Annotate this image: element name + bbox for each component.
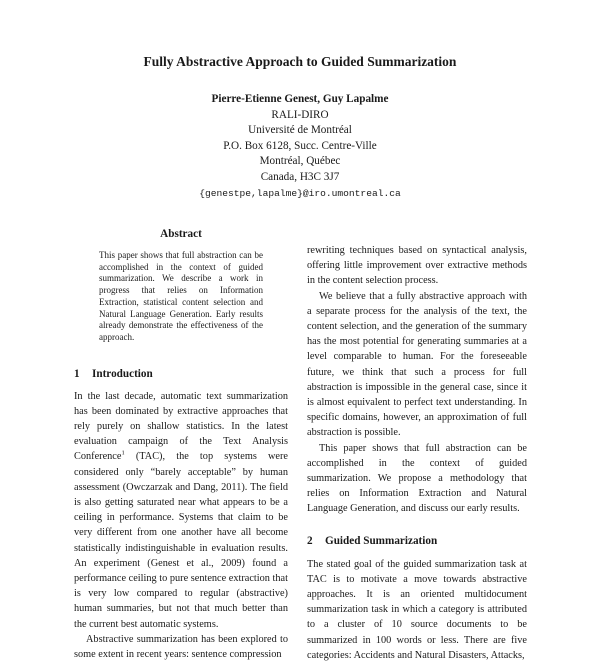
section-number: 1 bbox=[74, 367, 80, 380]
author-names: Pierre-Etienne Genest, Guy Lapalme bbox=[211, 93, 389, 105]
paragraph-text: (TAC), the top systems were considered only “barely acceptable” by human assessment (Owczarzak and Dang, 2011). The field is also getting saturated near what appears to be a ceiling in performance. Systems that claim to be very different from one another have all become statistically indistinguishable in evaluation results. An experiment (Genest et al., 2009) found a performance ceiling to pure sentence extraction that is very low compared to regular (abstractive) human summaries, but not that much better than the current best automatic systems. bbox=[74, 451, 288, 630]
body-paragraph: This paper shows that full abstraction can be accomplished in the context of guided summarization. We propose a methodology that relies on Information Extraction and Natural Language Generation, and discuss our early results. bbox=[307, 442, 527, 515]
section-number: 2 bbox=[307, 534, 313, 547]
affiliation-line: P.O. Box 6128, Succ. Centre-Ville bbox=[223, 139, 377, 152]
section-title: Guided Summarization bbox=[325, 534, 438, 547]
author-block bbox=[0, 92, 600, 201]
affiliation-line: Montréal, Québec bbox=[259, 155, 341, 168]
section-title: Introduction bbox=[92, 367, 153, 380]
abstract-heading: Abstract bbox=[160, 228, 202, 240]
body-paragraph: We believe that a fully abstractive approach with a separate process for the analysis of the text, the content selection, and the generation of the summary has the most potential for generating summaries at a level comparable to human. For the foreseeable future, we think that such a process for full abstraction is impossible in the general case, since it is almost equivalent to perfect text understanding. In specific domains, however, an approximation of full abstraction is possible. bbox=[307, 290, 527, 439]
body-paragraph: The stated goal of the guided summarization task at TAC is to motivate a move towards abstractive approaches. It is an oriented multidocument summarization task in which a category is attributed to a cluster of 10 source documents to be summarized in 100 words or less. There are five categories: Accidents and Natural Disasters, Attacks, bbox=[307, 558, 527, 661]
paper-title: Fully Abstractive Approach to Guided Summarization bbox=[143, 54, 457, 69]
right-column bbox=[307, 243, 527, 663]
body-paragraph bbox=[74, 389, 288, 632]
body-paragraph: rewriting techniques based on syntactical analysis, offering little improvement over extractive methods in the content selection process. bbox=[307, 245, 527, 287]
section-heading-guided-summarization bbox=[307, 535, 527, 547]
paragraph-text: In the last decade, automatic text summarization has been dominated by extractive approaches that rely purely on shallow statistics. In the latest evaluation campaign of the Text Analysis Conference bbox=[74, 390, 288, 463]
affiliation-line: RALI-DIRO bbox=[271, 108, 329, 121]
abstract-text: This paper shows that full abstraction can be accomplished in the context of guided summarization. We describe a work in progress that relies on Information Extraction, statistical content selection and Natural Language Generation. Early results already demonstrate the effectiveness of the approach. bbox=[99, 250, 263, 342]
left-column bbox=[74, 228, 288, 662]
affiliation-line: Canada, H3C 3J7 bbox=[260, 170, 340, 183]
section-heading-introduction bbox=[74, 368, 288, 380]
affiliation-line: Université de Montréal bbox=[248, 124, 352, 137]
author-email: {genestpe,lapalme}@iro.umontreal.ca bbox=[199, 187, 401, 199]
footnote-mark: 1 bbox=[121, 450, 125, 458]
body-paragraph: Abstractive summarization has been explored to some extent in recent years: sentence compression bbox=[74, 633, 288, 661]
